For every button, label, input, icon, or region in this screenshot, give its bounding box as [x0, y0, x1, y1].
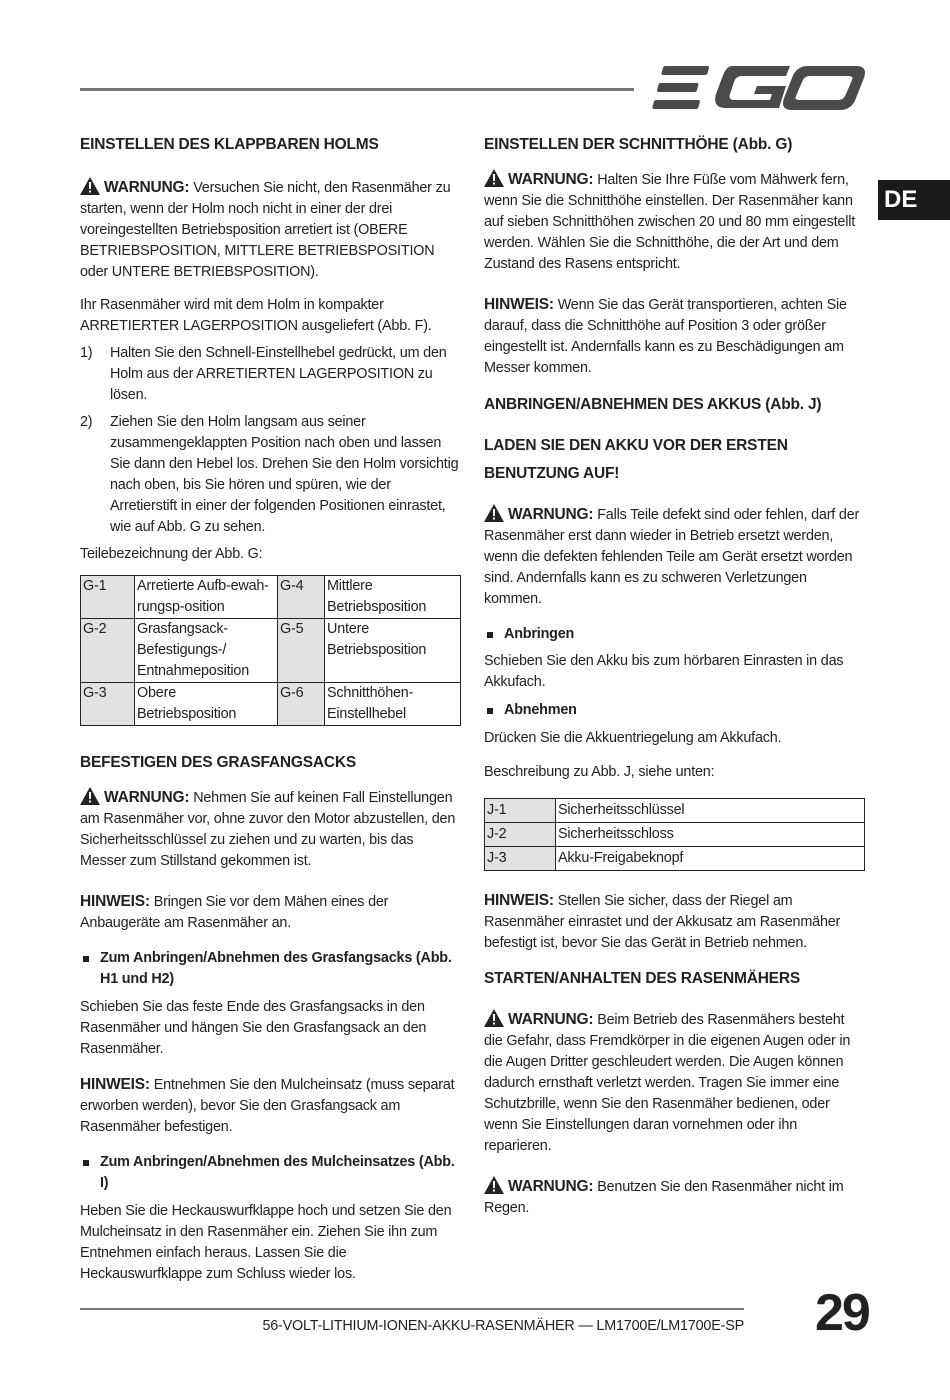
table-row: [81, 683, 461, 726]
warning-label: WARNUNG:: [508, 171, 594, 188]
warning-label: WARNUNG:: [104, 179, 190, 196]
table-cell: G-3: [81, 683, 135, 726]
section-heading: EINSTELLEN DES KLAPPBAREN HOLMS: [80, 136, 379, 153]
warning-text: Falls Teile defekt sind oder fehlen, darf der Rasenmäher erst dann wieder in Betrieb ersetzt werden, wenn die defekten fehlenden Teile am Gerät ersetzt worden sind. Andernfalls kann es zu schweren Verletzungen kommen.: [484, 507, 860, 607]
bullet-heading: Anbringen: [484, 624, 864, 645]
note-block: [484, 890, 864, 954]
note-label: HINWEIS:: [80, 1076, 150, 1093]
note-block: [80, 1074, 460, 1138]
note-block: [484, 294, 864, 379]
table-cell: Schnitthöhen-Einstellhebel: [325, 683, 461, 726]
section-heading: ANBRINGEN/ABNEHMEN DES AKKUS (Abb. J): [484, 396, 822, 413]
paragraph: Drücken Sie die Akkuentriegelung am Akkufach.: [484, 730, 782, 746]
parts-table-g: [80, 575, 461, 726]
warning-label: WARNUNG:: [508, 1178, 594, 1195]
table-row: [485, 847, 865, 871]
table-row: [485, 799, 865, 823]
note-text: Wenn Sie das Gerät transportieren, achten Sie darauf, dass die Schnitthöhe auf Position 3 oder größer eingestellt ist. Andernfalls kann es zu Beschädigungen am Messer kommen.: [484, 297, 847, 376]
header-rule: [80, 88, 634, 91]
warning-block: [80, 787, 460, 872]
warning-text: Nehmen Sie auf keinen Fall Einstellungen am Rasenmäher vor, ohne zuvor den Motor abzustellen, den Sicherheitsschlüssel zu ziehen und zu warten, bis das Messer zum Stillstand gekommen ist.: [80, 790, 456, 869]
paragraph: Ihr Rasenmäher wird mit dem Holm in kompakter ARRETIERTER LAGERPOSITION ausgeliefert (Abb. F).: [80, 297, 432, 334]
table-cell: Sicherheitsschloss: [556, 823, 865, 847]
table-row: [81, 619, 461, 683]
bullet-heading: Zum Anbringen/Abnehmen des Grasfangsacks (Abb. H1 und H2): [80, 948, 460, 990]
section-heading: STARTEN/ANHALTEN DES RASENMÄHERS: [484, 970, 800, 987]
table-cell: Sicherheitsschlüssel: [556, 799, 865, 823]
warning-label: WARNUNG:: [508, 506, 594, 523]
right-column: [484, 132, 864, 1219]
table-cell: J-1: [485, 799, 556, 823]
table-cell: J-2: [485, 823, 556, 847]
note-block: [80, 891, 460, 934]
table-caption: Teilebezeichnung der Abb. G:: [80, 546, 263, 562]
step-number: 2): [80, 414, 93, 430]
warning-triangle-icon: [484, 1176, 504, 1194]
warning-triangle-icon: [80, 787, 100, 805]
table-cell: G-6: [278, 683, 325, 726]
warning-text: Benutzen Sie den Rasenmäher nicht im Regen.: [484, 1179, 844, 1216]
language-tab: DE: [878, 180, 950, 220]
warning-text: Halten Sie Ihre Füße vom Mähwerk fern, wenn Sie die Schnitthöhe einstellen. Der Rasenmäher kann auf sieben Schnitthöhen zwischen 20 und 80 mm eingestellt werden. Wählen Sie die Schnitthöhe, die der Art und dem Zustand des Rasens entspricht.: [484, 172, 855, 272]
bullet-heading: Abnehmen: [484, 700, 864, 721]
table-cell: Akku-Freigabeknopf: [556, 847, 865, 871]
warning-label: WARNUNG:: [104, 789, 190, 806]
bullet-heading: Zum Anbringen/Abnehmen des Mulcheinsatzes (Abb. I): [80, 1152, 460, 1194]
note-text: Stellen Sie sicher, dass der Riegel am Rasenmäher einrastet und der Akkusatz am Rasenmäher befestigt ist, bevor Sie das Gerät in Betrieb nehmen.: [484, 893, 841, 951]
table-cell: Untere Betriebsposition: [325, 619, 461, 683]
warning-block: [80, 177, 460, 283]
list-item: [80, 343, 460, 406]
table-cell: J-3: [485, 847, 556, 871]
table-cell: G-4: [278, 576, 325, 619]
table-caption: Beschreibung zu Abb. J, siehe unten:: [484, 764, 715, 780]
warning-text: Beim Betrieb des Rasenmähers besteht die Gefahr, dass Fremdkörper in die eigenen Augen oder in die Augen Dritter geschleudert werden. Die Augen können dadurch ernsthaft verletzt werden. Tragen Sie immer eine Schutzbrille, wenn Sie den Rasenmäher bedienen, oder wenn Sie Einstellungen daran vornehmen oder ihn reparieren.: [484, 1012, 851, 1154]
warning-triangle-icon: [484, 169, 504, 187]
note-text: Bringen Sie vor dem Mähen eines der Anbaugeräte am Rasenmäher an.: [80, 894, 389, 931]
warning-triangle-icon: [80, 177, 100, 195]
step-number: 1): [80, 345, 93, 361]
warning-block: [484, 504, 864, 610]
table-cell: G-2: [81, 619, 135, 683]
ego-logo: [650, 64, 865, 112]
list-item: [80, 412, 460, 538]
warning-text: Versuchen Sie nicht, den Rasenmäher zu starten, wenn der Holm noch nicht in einer der drei voreingestellten Betriebsposition arretiert ist (OBERE BETRIEBSPOSITION, MITTLERE BETRIEBSPOSITION oder UNTERE BETRIEBSPOSITION).: [80, 180, 451, 280]
footer-title: 56-VOLT-LITHIUM-IONEN-AKKU-RASENMÄHER — LM1700E/LM1700E-SP: [262, 1318, 744, 1334]
warning-block: [484, 1176, 864, 1219]
table-cell: G-5: [278, 619, 325, 683]
note-label: HINWEIS:: [484, 892, 554, 909]
section-heading: BEFESTIGEN DES GRASFANGSACKS: [80, 754, 357, 771]
steps-list: [80, 343, 460, 538]
table-cell: Obere Betriebsposition: [135, 683, 278, 726]
warning-triangle-icon: [484, 504, 504, 522]
step-text: Ziehen Sie den Holm langsam aus seiner zusammengeklappten Position nach oben und lassen Sie dann den Hebel los. Drehen Sie den Holm vorsichtig nach oben, bis Sie hören und spüren, wie der Arretierstift in einer der folgenden Positionen einrastet, wie auf Abb. G zu sehen.: [110, 414, 459, 535]
step-text: Halten Sie den Schnell-Einstellhebel gedrückt, um den Holm aus der ARRETIERTEN LAGERPOSITION zu lösen.: [110, 345, 447, 403]
paragraph: Heben Sie die Heckauswurfklappe hoch und setzen Sie den Mulcheinsatz in den Rasenmäher ein. Ziehen Sie ihn zum Entnehmen einfach heraus. Lassen Sie die Heckauswurfklappe zum Schluss wieder los.: [80, 1203, 452, 1282]
warning-label: WARNUNG:: [508, 1011, 594, 1028]
table-cell: G-1: [81, 576, 135, 619]
page-number: 29: [815, 1284, 869, 1342]
table-cell: Arretierte Aufb-ewah-rungsp-osition: [135, 576, 278, 619]
note-label: HINWEIS:: [484, 296, 554, 313]
section-heading: EINSTELLEN DER SCHNITTHÖHE (Abb. G): [484, 136, 793, 153]
footer-rule: [80, 1308, 744, 1310]
paragraph: Schieben Sie das feste Ende des Grasfangsacks in den Rasenmäher und hängen Sie den Grasfangsack an den Rasenmäher.: [80, 999, 427, 1057]
table-row: [485, 823, 865, 847]
left-column: [80, 132, 460, 1285]
table-cell: Grasfangsack-Befestigungs-/ Entnahmeposition: [135, 619, 278, 683]
table-row: [81, 576, 461, 619]
table-cell: Mittlere Betriebsposition: [325, 576, 461, 619]
section-heading: LADEN SIE DEN AKKU VOR DER ERSTEN BENUTZUNG AUF!: [484, 437, 788, 482]
note-text: Entnehmen Sie den Mulcheinsatz (muss separat erworben werden), bevor Sie den Grasfangsack am Rasenmäher befestigen.: [80, 1077, 455, 1135]
warning-block: [484, 169, 864, 275]
warning-block: [484, 1009, 864, 1157]
note-label: HINWEIS:: [80, 893, 150, 910]
warning-triangle-icon: [484, 1009, 504, 1027]
paragraph: Schieben Sie den Akku bis zum hörbaren Einrasten in das Akkufach.: [484, 653, 844, 690]
parts-table-j: [484, 798, 865, 871]
